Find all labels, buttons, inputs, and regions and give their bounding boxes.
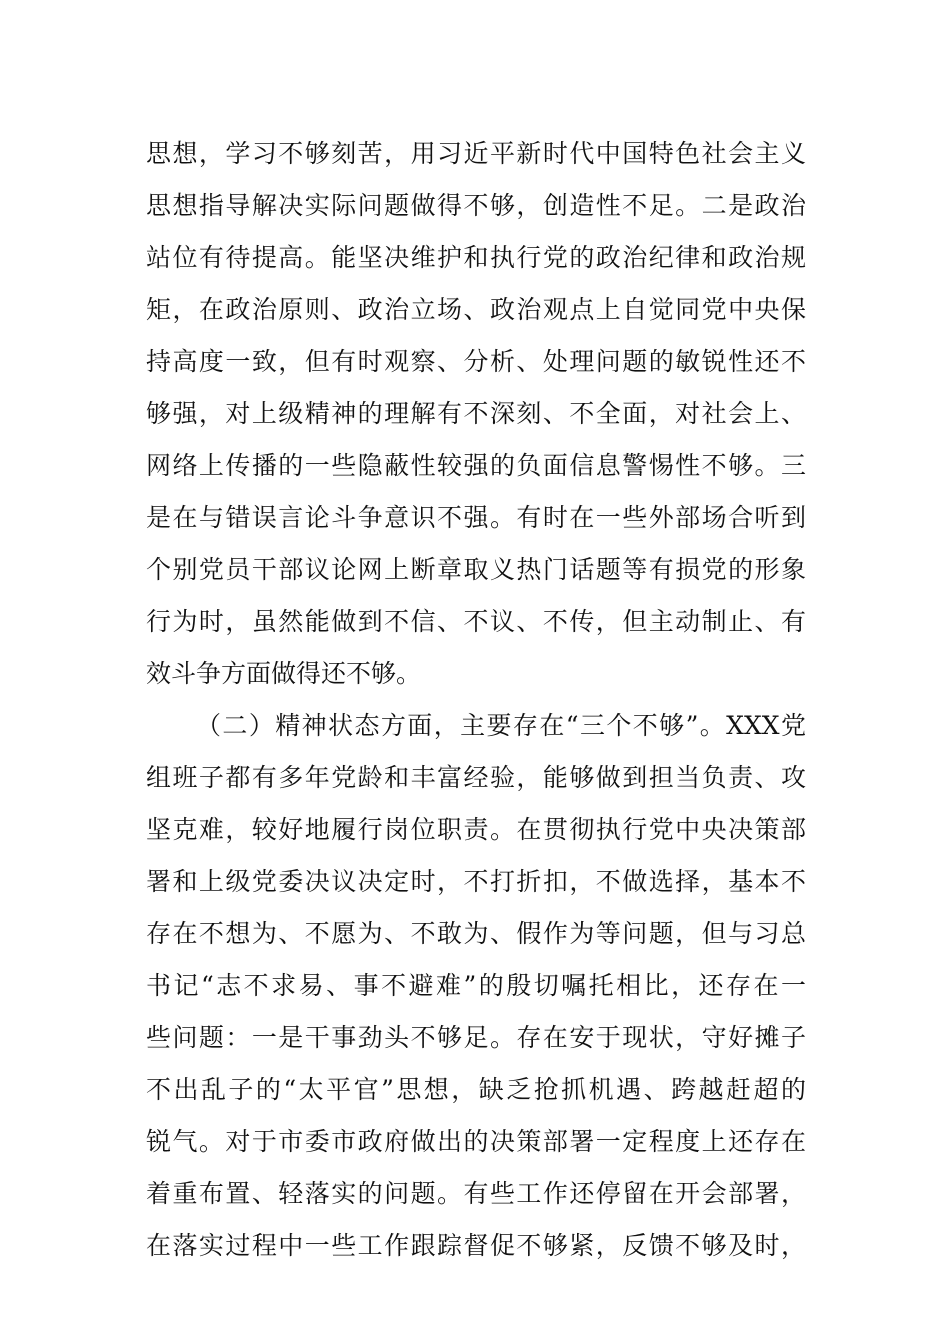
- text-line: 锐气。对于市委市政府做出的决策部署一定程度上还存在: [146, 1127, 806, 1156]
- paragraph-end-line: 效斗争方面做得还不够。: [146, 659, 422, 688]
- text-line: 些问题：一是干事劲头不够足。存在安于现状，守好摊子: [146, 1023, 806, 1052]
- text-line: 着重布置、轻落实的问题。有些工作还停留在开会部署，: [146, 1179, 806, 1208]
- text-line: 够强，对上级精神的理解有不深刻、不全面，对社会上、: [146, 399, 806, 428]
- text-line: 存在不想为、不愿为、不敢为、假作为等问题，但与习总: [146, 919, 806, 948]
- text-line: 在落实过程中一些工作跟踪督促不够紧，反馈不够及时，: [146, 1231, 806, 1260]
- text-line: 组班子都有多年党龄和丰富经验，能够做到担当负责、攻: [146, 763, 806, 792]
- text-line: 持高度一致，但有时观察、分析、处理问题的敏锐性还不: [146, 347, 806, 376]
- text-line: 是在与错误言论斗争意识不强。有时在一些外部场合听到: [146, 503, 806, 532]
- text-line: 署和上级党委决议决定时，不打折扣，不做选择，基本不: [146, 867, 806, 896]
- text-line: 矩，在政治原则、政治立场、政治观点上自觉同党中央保: [146, 295, 806, 324]
- text-line: 站位有待提高。能坚决维护和执行党的政治纪律和政治规: [146, 243, 806, 272]
- text-line: 行为时，虽然能做到不信、不议、不传，但主动制止、有: [146, 607, 806, 636]
- body-text: [146, 128, 806, 1272]
- text-line: 坚克难，较好地履行岗位职责。在贯彻执行党中央决策部: [146, 815, 806, 844]
- section-heading-line: （二）精神状态方面，主要存在“三个不够”。XXX党: [196, 711, 806, 740]
- text-line: 书记“志不求易、事不避难”的殷切嘱托相比，还存在一: [146, 971, 806, 1000]
- text-line: 思想指导解决实际问题做得不够，创造性不足。二是政治: [146, 191, 806, 220]
- text-line: 不出乱子的“太平官”思想，缺乏抢抓机遇、跨越赶超的: [146, 1075, 806, 1104]
- text-line: 网络上传播的一些隐蔽性较强的负面信息警惕性不够。三: [146, 451, 806, 480]
- text-line: 个别党员干部议论网上断章取义热门话题等有损党的形象: [146, 555, 806, 584]
- text-line: 思想，学习不够刻苦，用习近平新时代中国特色社会主义: [146, 139, 806, 168]
